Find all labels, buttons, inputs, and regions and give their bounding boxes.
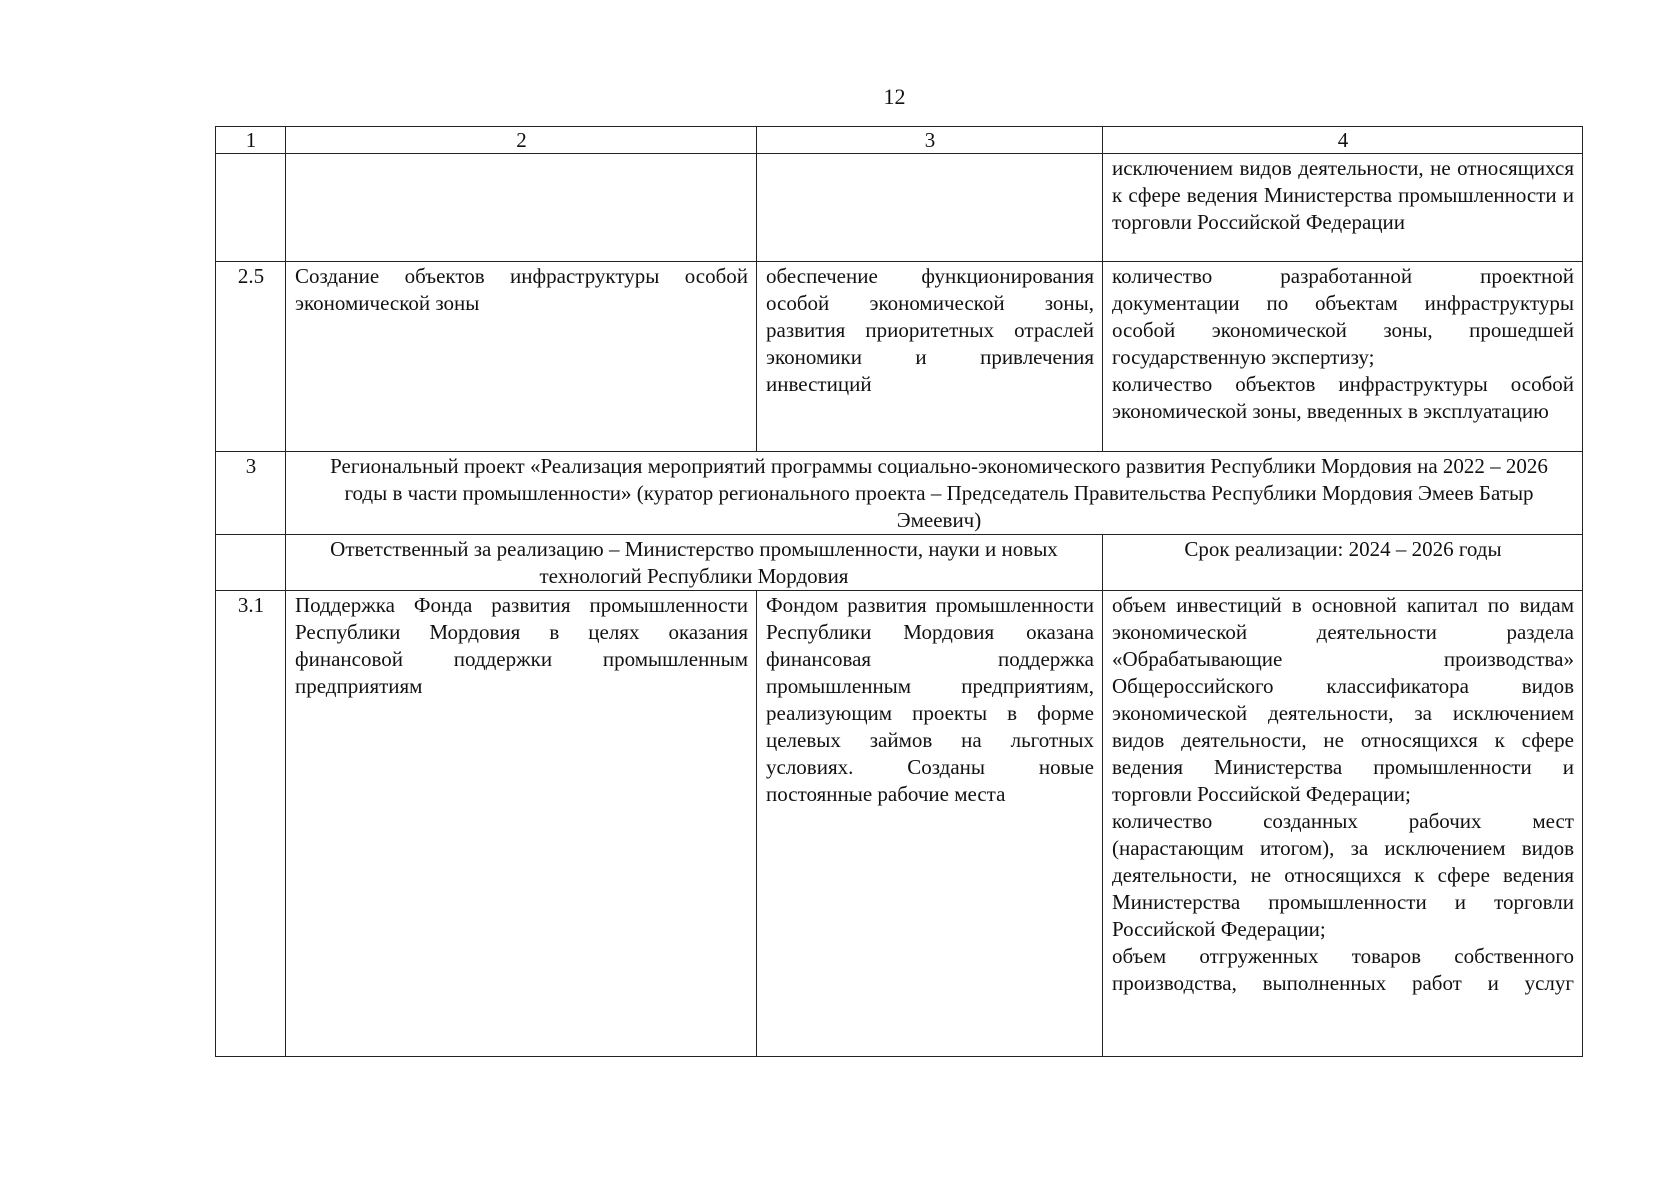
- responsible-executor: Ответственный за реализацию – Министерство промышленности, науки и новых технологий Республики Мордовия: [286, 535, 1103, 591]
- table-row-2-5: [216, 262, 1583, 452]
- implementation-term: Срок реализации: 2024 – 2026 годы: [1103, 535, 1583, 591]
- cell-indicator: [1103, 262, 1583, 452]
- table-row-3: [216, 452, 1583, 535]
- cell-event: Поддержка Фонда развития промышленности Республики Мордовия в целях оказания финансовой поддержки промышленным предприятиям: [286, 591, 757, 1057]
- header-col-3: 3: [757, 127, 1103, 154]
- cell-empty: [216, 154, 286, 262]
- cell-indicator: [1103, 591, 1583, 1057]
- cell-result: Фондом развития промышленности Республики Мордовия оказана финансовая поддержка промышленным предприятиям, реализующим проекты в форме целевых займов на льготных условиях. Созданы новые постоянные рабочие места: [757, 591, 1103, 1057]
- row-number: 3.1: [216, 591, 286, 1057]
- cell-empty: [216, 535, 286, 591]
- cell-empty: [286, 154, 757, 262]
- indicator-paragraph: количество объектов инфраструктуры особой экономической зоны, введенных в эксплуатацию: [1112, 372, 1574, 423]
- header-col-1: 1: [216, 127, 286, 154]
- page-number: 12: [883, 84, 906, 109]
- table-row-3-1: [216, 591, 1583, 1057]
- table-row-responsible: [216, 535, 1583, 591]
- indicator-paragraph: объем инвестиций в основной капитал по видам экономической деятельности раздела «Обрабатывающие производства» Общероссийского классификатора видов экономической деятельности, за исключением видов деятельности, не относящихся к сфере ведения Министерства промышленности и торговли Российской Федерации;: [1112, 593, 1574, 806]
- indicator-paragraph: объем отгруженных товаров собственного производства, выполненных работ и услуг: [1112, 944, 1574, 995]
- table-header-row: [216, 127, 1583, 154]
- regional-project-title: Региональный проект «Реализация мероприятий программы социально-экономического развития Республики Мордовия на 2022 – 2026 годы в части промышленности» (куратор регионального проекта – Председатель Правительства Республики Мордовия Эмеев Батыр Эмеевич): [286, 452, 1583, 535]
- table-row-continuation: [216, 154, 1583, 262]
- header-col-2: 2: [286, 127, 757, 154]
- header-col-4: 4: [1103, 127, 1583, 154]
- row-number: 3: [216, 452, 286, 535]
- cell-empty: [757, 154, 1103, 262]
- cell-indicator: исключением видов деятельности, не относящихся к сфере ведения Министерства промышленности и торговли Российской Федерации: [1103, 154, 1583, 262]
- cell-event: Создание объектов инфраструктуры особой экономической зоны: [286, 262, 757, 452]
- indicator-paragraph: количество разработанной проектной документации по объектам инфраструктуры особой экономической зоны, прошедшей государственную экспертизу;: [1112, 264, 1574, 369]
- cell-result: обеспечение функционирования особой экономической зоны, развития приоритетных отраслей экономики и привлечения инвестиций: [757, 262, 1103, 452]
- indicator-paragraph: количество созданных рабочих мест (нарастающим итогом), за исключением видов деятельности, не относящихся к сфере ведения Министерства промышленности и торговли Российской Федерации;: [1112, 809, 1574, 941]
- document-table: [215, 126, 1583, 1057]
- row-number: 2.5: [216, 262, 286, 452]
